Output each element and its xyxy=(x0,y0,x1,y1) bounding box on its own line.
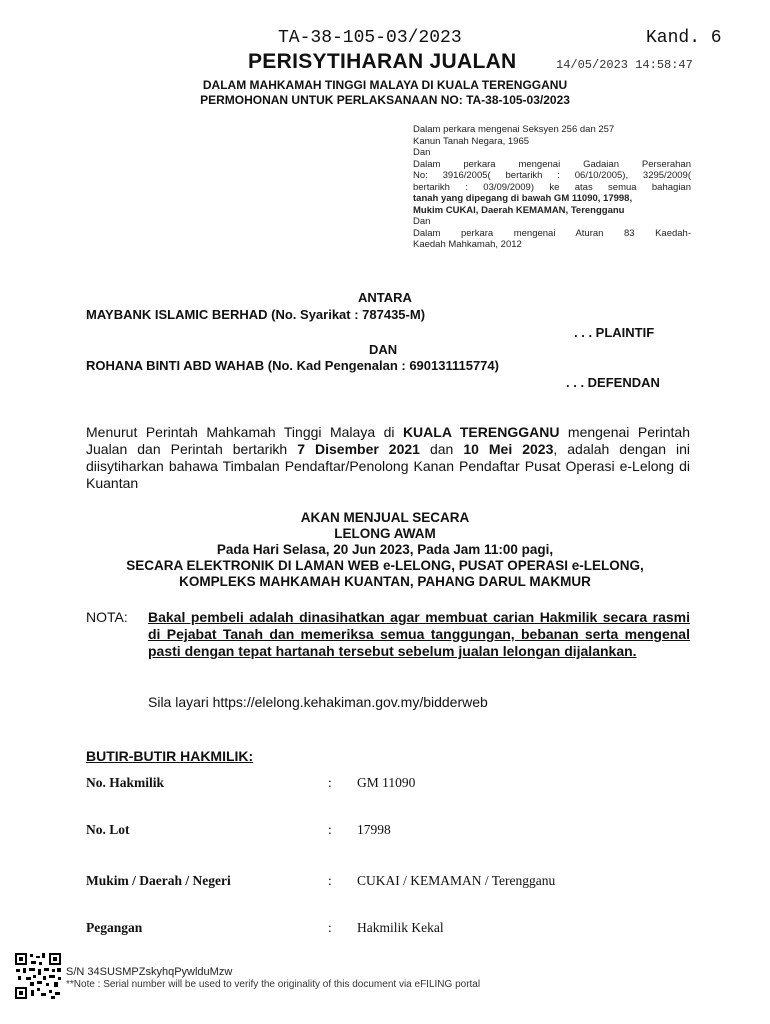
kandungan-number: Kand. 6 xyxy=(646,28,722,48)
order-text: Menurut Perintah Mahkamah Tinggi Malaya di xyxy=(86,424,403,440)
matter-line: bertarikh : 03/09/2009) ke atas semua bahagian xyxy=(413,181,691,193)
matter-line: Mukim CUKAI, Daerah KEMAMAN, Terengganu xyxy=(413,204,625,216)
matter-line: Kaedah Mahkamah, 2012 xyxy=(413,239,522,250)
court-line: DALAM MAHKAMAH TINGGI MALAYA DI KUALA TERENGGANU xyxy=(202,78,568,92)
order-date-2: 10 Mei 2023 xyxy=(463,441,554,457)
row-value-mukim: CUKAI / KEMAMAN / Terengganu xyxy=(357,873,556,888)
matter-line: No: 3916/2005( bertarikh : 06/10/2005), 3295/2009( xyxy=(413,170,691,181)
row-colon: : xyxy=(328,920,332,935)
row-colon: : xyxy=(328,873,332,888)
application-line: PERMOHONAN UNTUK PERLAKSANAAN NO: TA-38-105-03/2023 xyxy=(200,93,570,107)
order-text: dan xyxy=(419,441,464,457)
matter-line: Dalam perkara mengenai Gadaian Perserahan xyxy=(413,158,691,170)
order-court-location: KUALA TERENGGANU xyxy=(402,424,560,440)
qr-code-icon xyxy=(14,952,62,1000)
matter-line: Dan xyxy=(413,216,431,227)
reference-number: TA-38-105-03/2023 xyxy=(278,28,462,48)
matter-block xyxy=(413,124,691,251)
row-value-hakmilik: GM 11090 xyxy=(357,775,416,790)
order-paragraph xyxy=(86,424,690,492)
auction-line-1: AKAN MENJUAL SECARA xyxy=(300,510,470,525)
row-label-mukim: Mukim / Daerah / Negeri xyxy=(86,873,231,888)
auction-location-1: SECARA ELEKTRONIK DI LAMAN WEB e-LELONG, PUSAT OPERASI e-LELONG, xyxy=(126,558,644,573)
order-text: mengenai Perintah Jualan dan Perintah bertarikh xyxy=(86,424,690,457)
row-label-lot: No. Lot xyxy=(86,822,130,837)
matter-line: Dan xyxy=(413,147,431,158)
auction-location-2: KOMPLEKS MAHKAMAH KUANTAN, PAHANG DARUL MAKMUR xyxy=(179,574,591,589)
row-colon: : xyxy=(328,775,332,790)
defendant-role: . . . DEFENDAN xyxy=(566,375,660,390)
matter-line: Dalam perkara mengenai Aturan 83 Kaedah- xyxy=(413,227,691,239)
defendant-name: ROHANA BINTI ABD WAHAB (No. Kad Pengenalan : 690131115774) xyxy=(86,358,499,373)
bidder-web-link[interactable]: Sila layari https://elelong.kehakiman.gov.my/bidderweb xyxy=(148,694,488,710)
document-title: PERISYTIHARAN JUALAN xyxy=(248,50,517,73)
order-text: , adalah dengan ini diisytiharkan bahawa Timbalan Pendaftar/Penolong Kanan Pendaftar Pusat Operasi e-Lelong di Kuantan xyxy=(86,441,690,491)
serial-note: **Note : Serial number will be used to verify the originality of this document via eFILING portal xyxy=(66,979,481,990)
plaintiff-role: . . . PLAINTIF xyxy=(574,325,655,340)
matter-line: Kanun Tanah Negara, 1965 xyxy=(413,135,530,147)
dan-label: DAN xyxy=(369,342,398,357)
nota-text: Bakal pembeli adalah dinasihatkan agar membuat carian Hakmilik secara rasmi di Pejabat Tanah dan memeriksa semua tanggungan, bebanan serta mengenal pasti dengan tepat hartanah tersebut sebelum jualan lelongan dijalankan. xyxy=(148,609,690,659)
nota-label: NOTA: xyxy=(86,609,128,625)
matter-line: tanah yang dipegang di bawah GM 11090, 17998, xyxy=(413,193,633,204)
title-details-heading: BUTIR-BUTIR HAKMILIK: xyxy=(86,748,254,764)
serial-number: S/N 34SUSMPZskyhqPywlduMzw xyxy=(66,966,233,978)
timestamp: 14/05/2023 14:58:47 xyxy=(556,58,693,72)
matter-line: Dalam perkara mengenai Seksyen 256 dan 257 xyxy=(413,124,615,135)
antara-label: ANTARA xyxy=(358,290,412,305)
row-value-pegangan: Hakmilik Kekal xyxy=(357,920,444,935)
plaintiff-name: MAYBANK ISLAMIC BERHAD (No. Syarikat : 787435-M) xyxy=(86,307,426,322)
row-colon: : xyxy=(328,822,332,837)
row-label-hakmilik: No. Hakmilik xyxy=(86,775,165,790)
row-value-lot: 17998 xyxy=(357,822,391,837)
auction-date-time: Pada Hari Selasa, 20 Jun 2023, Pada Jam 11:00 pagi, xyxy=(216,542,554,557)
order-date-1: 7 Disember 2021 xyxy=(297,441,420,457)
row-label-pegangan: Pegangan xyxy=(86,920,143,935)
auction-line-2: LELONG AWAM xyxy=(334,526,436,541)
